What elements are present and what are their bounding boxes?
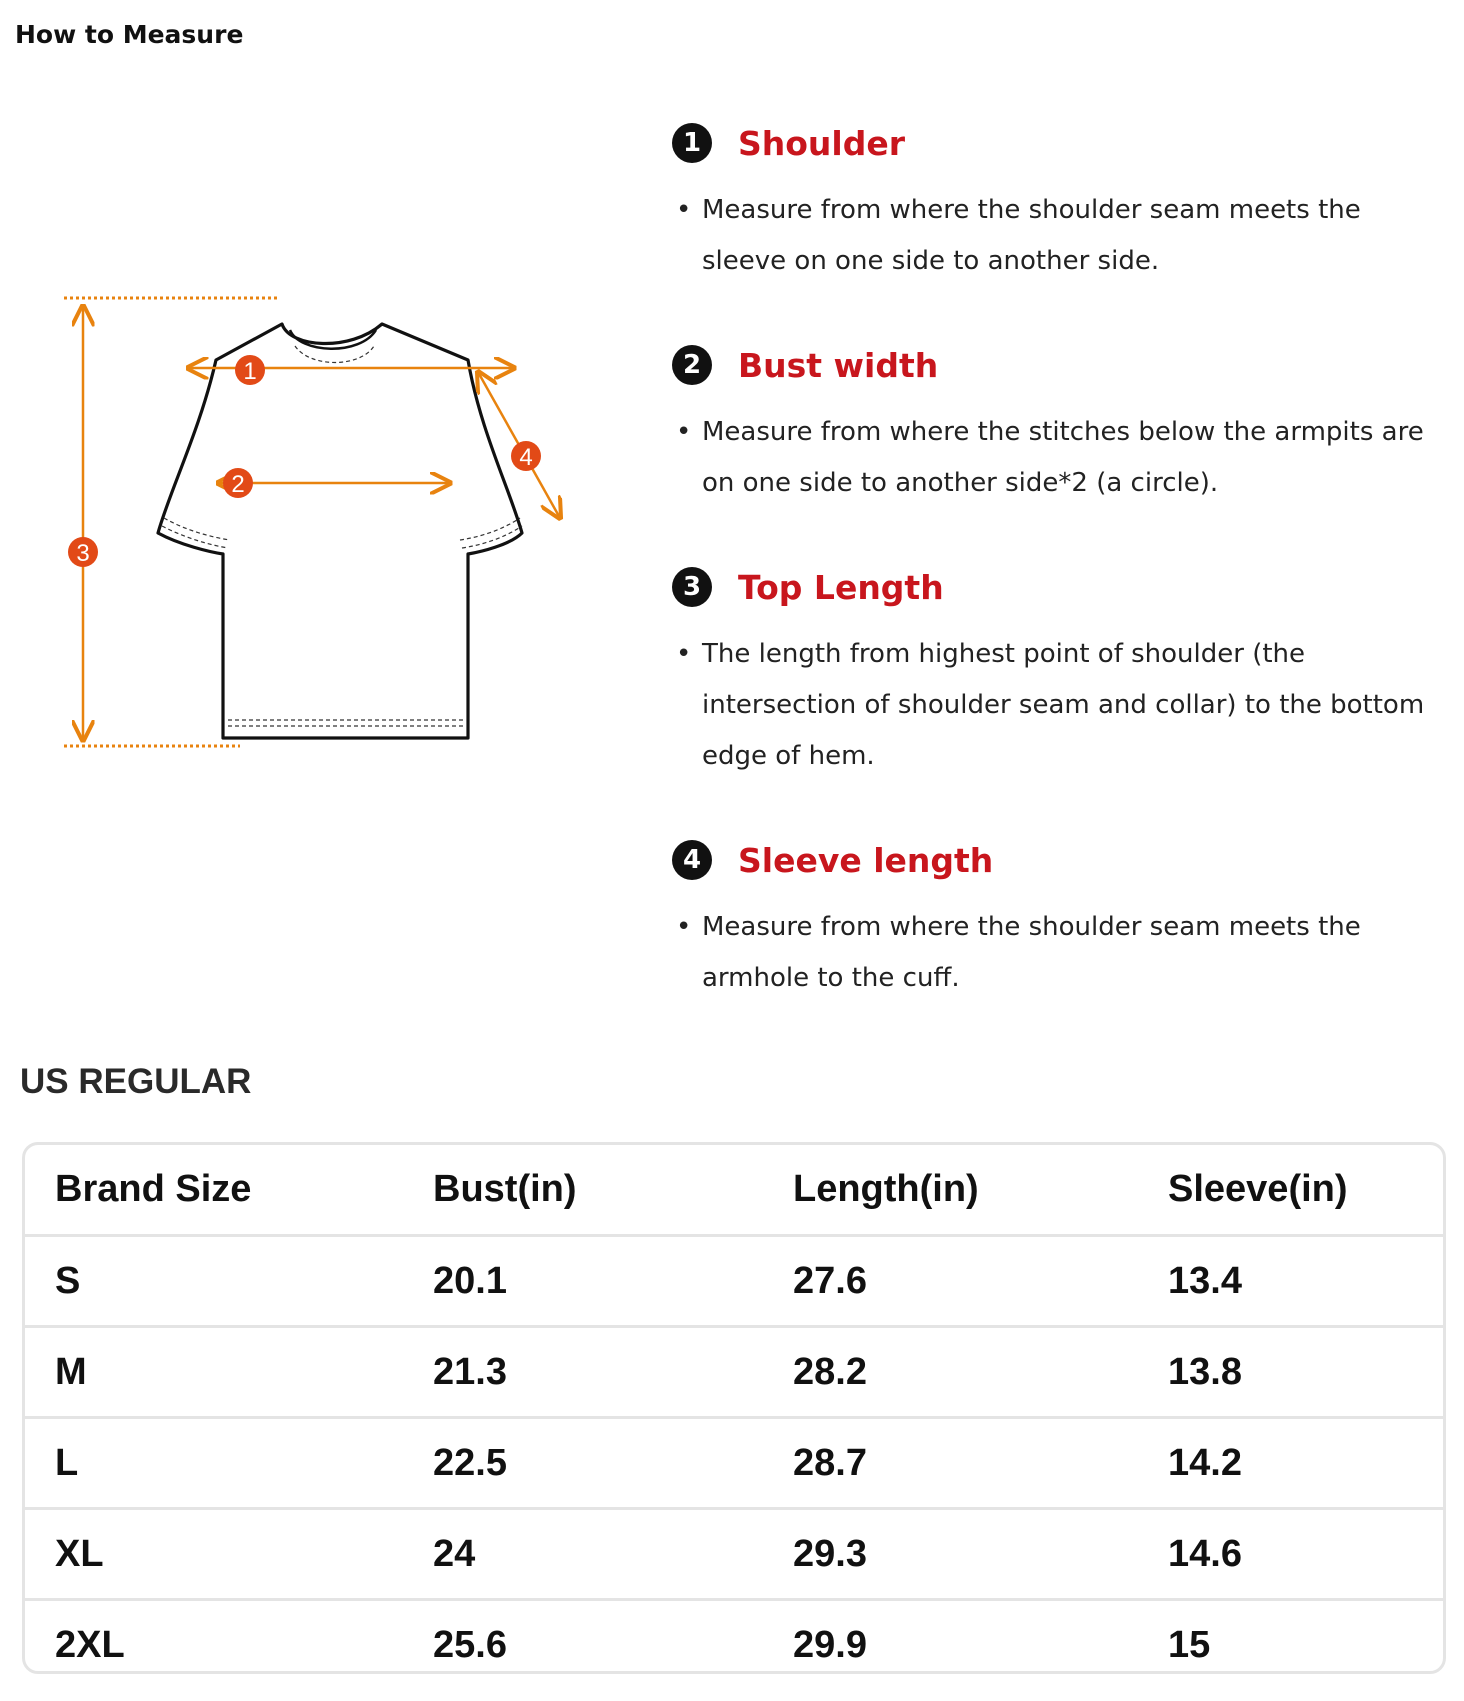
section-description xyxy=(672,185,1432,287)
number-badge: 4 xyxy=(672,840,712,880)
description-line: Measure from where the stitches below the armpits are xyxy=(702,417,1424,447)
cell-size: S xyxy=(55,1259,81,1302)
bullet: • xyxy=(676,195,692,225)
bullet: • xyxy=(676,417,692,447)
header-brand-size: Brand Size xyxy=(55,1168,252,1210)
cell-bust: 21.3 xyxy=(433,1350,507,1393)
size-table xyxy=(22,1142,1446,1674)
cell-sleeve: 15 xyxy=(1168,1623,1211,1666)
section-description xyxy=(672,407,1432,509)
callout-1 xyxy=(235,355,265,385)
section-description xyxy=(672,902,1432,1004)
callout-2 xyxy=(223,468,253,498)
number-badge: 1 xyxy=(672,123,712,163)
cell-sleeve: 13.4 xyxy=(1168,1259,1242,1302)
cell-size: 2XL xyxy=(55,1623,125,1666)
section-title: Sleeve length xyxy=(738,840,994,880)
description-line: on one side to another side*2 (a circle). xyxy=(702,468,1219,498)
cell-bust: 25.6 xyxy=(433,1623,507,1666)
cell-size: XL xyxy=(55,1532,104,1575)
measure-shoulder xyxy=(672,119,1432,287)
page-title: How to Measure xyxy=(15,20,244,49)
section-header xyxy=(672,341,1432,389)
description-line: edge of hem. xyxy=(702,741,875,771)
tshirt-diagram xyxy=(40,290,600,800)
section-description xyxy=(672,629,1432,782)
table-row xyxy=(25,1328,1443,1419)
tshirt-illustration xyxy=(40,290,600,800)
cell-sleeve: 14.2 xyxy=(1168,1441,1242,1484)
cell-size: M xyxy=(55,1350,87,1393)
cell-size: L xyxy=(55,1441,79,1484)
section-header xyxy=(672,836,1432,884)
header-sleeve: Sleeve(in) xyxy=(1168,1168,1348,1210)
svg-text:3: 3 xyxy=(76,540,90,567)
cell-bust: 24 xyxy=(433,1532,476,1575)
number-badge: 2 xyxy=(672,345,712,385)
svg-text:4: 4 xyxy=(519,444,533,471)
cell-sleeve: 14.6 xyxy=(1168,1532,1242,1575)
table-header-row xyxy=(25,1145,1443,1237)
size-region-title: US REGULAR xyxy=(20,1062,252,1101)
table-row xyxy=(25,1601,1443,1674)
description-line: Measure from where the shoulder seam meets the xyxy=(702,195,1361,225)
cell-bust: 22.5 xyxy=(433,1441,507,1484)
table-row xyxy=(25,1510,1443,1601)
svg-text:2: 2 xyxy=(231,471,245,498)
bullet: • xyxy=(676,639,692,669)
cell-bust: 20.1 xyxy=(433,1259,507,1302)
table-row xyxy=(25,1237,1443,1328)
shirt-outline xyxy=(158,324,522,738)
bullet: • xyxy=(676,912,692,942)
callout-3 xyxy=(68,537,98,567)
description-line: armhole to the cuff. xyxy=(702,963,960,993)
cell-length: 27.6 xyxy=(793,1259,867,1302)
cell-length: 29.3 xyxy=(793,1532,867,1575)
svg-text:1: 1 xyxy=(243,358,257,385)
section-title: Bust width xyxy=(738,345,939,385)
table-row xyxy=(25,1419,1443,1510)
cell-length: 29.9 xyxy=(793,1623,867,1666)
callout-4 xyxy=(511,441,541,471)
number-badge: 3 xyxy=(672,567,712,607)
cell-length: 28.7 xyxy=(793,1441,867,1484)
header-bust: Bust(in) xyxy=(433,1168,577,1210)
measure-sleeve xyxy=(672,836,1432,1004)
header-length: Length(in) xyxy=(793,1168,979,1210)
description-line: Measure from where the shoulder seam meets the xyxy=(702,912,1361,942)
section-title: Shoulder xyxy=(738,123,906,163)
cell-length: 28.2 xyxy=(793,1350,867,1393)
description-line: intersection of shoulder seam and collar) to the bottom xyxy=(702,690,1425,720)
cell-sleeve: 13.8 xyxy=(1168,1350,1242,1393)
description-line: sleeve on one side to another side. xyxy=(702,246,1160,276)
section-title: Top Length xyxy=(738,567,944,607)
measure-length xyxy=(672,563,1432,782)
section-header xyxy=(672,563,1432,611)
section-header xyxy=(672,119,1432,167)
description-line: The length from highest point of shoulder (the xyxy=(702,639,1306,669)
measure-bust xyxy=(672,341,1432,509)
